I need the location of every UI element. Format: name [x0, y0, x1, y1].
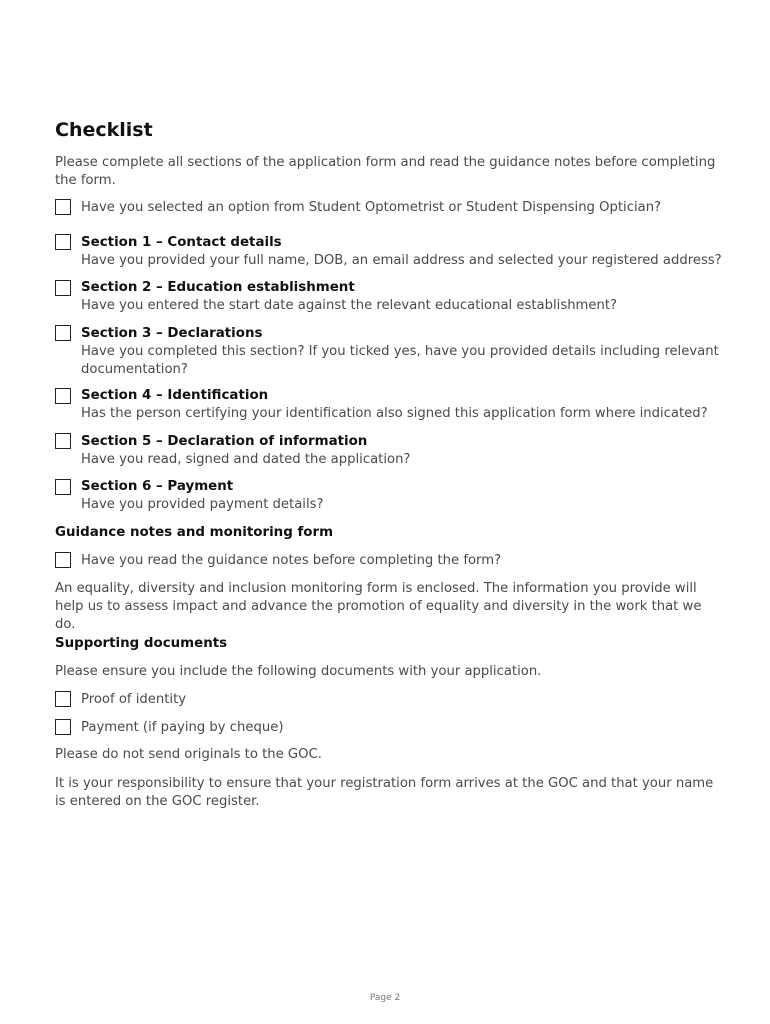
section-2-label: Section 2 – Education establishment: [81, 280, 355, 295]
checkbox-section-6[interactable]: [55, 479, 71, 495]
monitoring-text: An equality, diversity and inclusion monitoring form is enclosed. The information you provide will help us to assess impact and advance the promotion of equality and diversity in the work that we do.: [55, 581, 702, 632]
section-4-text: Has the person certifying your identification also signed this application form where indicated?: [81, 406, 708, 421]
section-2-text: Have you entered the start date against the relevant educational establishment?: [81, 298, 618, 313]
originals-note: Please do not send originals to the GOC.: [55, 747, 322, 762]
proof-of-identity-label: Proof of identity: [81, 692, 187, 707]
section-4-label: Section 4 – Identification: [81, 388, 269, 403]
supporting-heading: Supporting documents: [55, 636, 228, 651]
section-5-label: Section 5 – Declaration of information: [81, 434, 368, 449]
guidance-question: Have you read the guidance notes before completing the form?: [81, 553, 502, 568]
section-5-text: Have you read, signed and dated the application?: [81, 452, 411, 467]
checkbox-payment-cheque[interactable]: [55, 719, 71, 735]
page-number: Page 2: [369, 993, 401, 1003]
question-option: Have you selected an option from Student Optometrist or Student Dispensing Optician?: [81, 200, 662, 215]
guidance-heading: Guidance notes and monitoring form: [55, 525, 334, 540]
checkbox-option[interactable]: [55, 199, 71, 215]
intro-text: Please complete all sections of the application form and read the guidance notes before completing the form.: [55, 155, 716, 188]
supporting-intro: Please ensure you include the following documents with your application.: [55, 664, 542, 679]
section-1-label: Section 1 – Contact details: [81, 235, 282, 250]
checkbox-section-5[interactable]: [55, 433, 71, 449]
payment-cheque-label: Payment (if paying by cheque): [81, 720, 284, 735]
section-3-text: Have you completed this section? If you ticked yes, have you provided details including relevant documentation?: [81, 344, 719, 377]
section-6-text: Have you provided payment details?: [81, 497, 324, 512]
checkbox-section-2[interactable]: [55, 280, 71, 296]
checkbox-proof-of-identity[interactable]: [55, 691, 71, 707]
section-3-label: Section 3 – Declarations: [81, 326, 263, 341]
checkbox-guidance[interactable]: [55, 552, 71, 568]
page-title: Checklist: [55, 119, 153, 141]
checkbox-section-4[interactable]: [55, 388, 71, 404]
section-6-label: Section 6 – Payment: [81, 479, 234, 494]
responsibility-note: It is your responsibility to ensure that your registration form arrives at the GOC and that your name is entered on the GOC register.: [55, 776, 714, 809]
section-1-text: Have you provided your full name, DOB, an email address and selected your registered address?: [81, 253, 722, 268]
checkbox-section-1[interactable]: [55, 234, 71, 250]
checkbox-section-3[interactable]: [55, 325, 71, 341]
